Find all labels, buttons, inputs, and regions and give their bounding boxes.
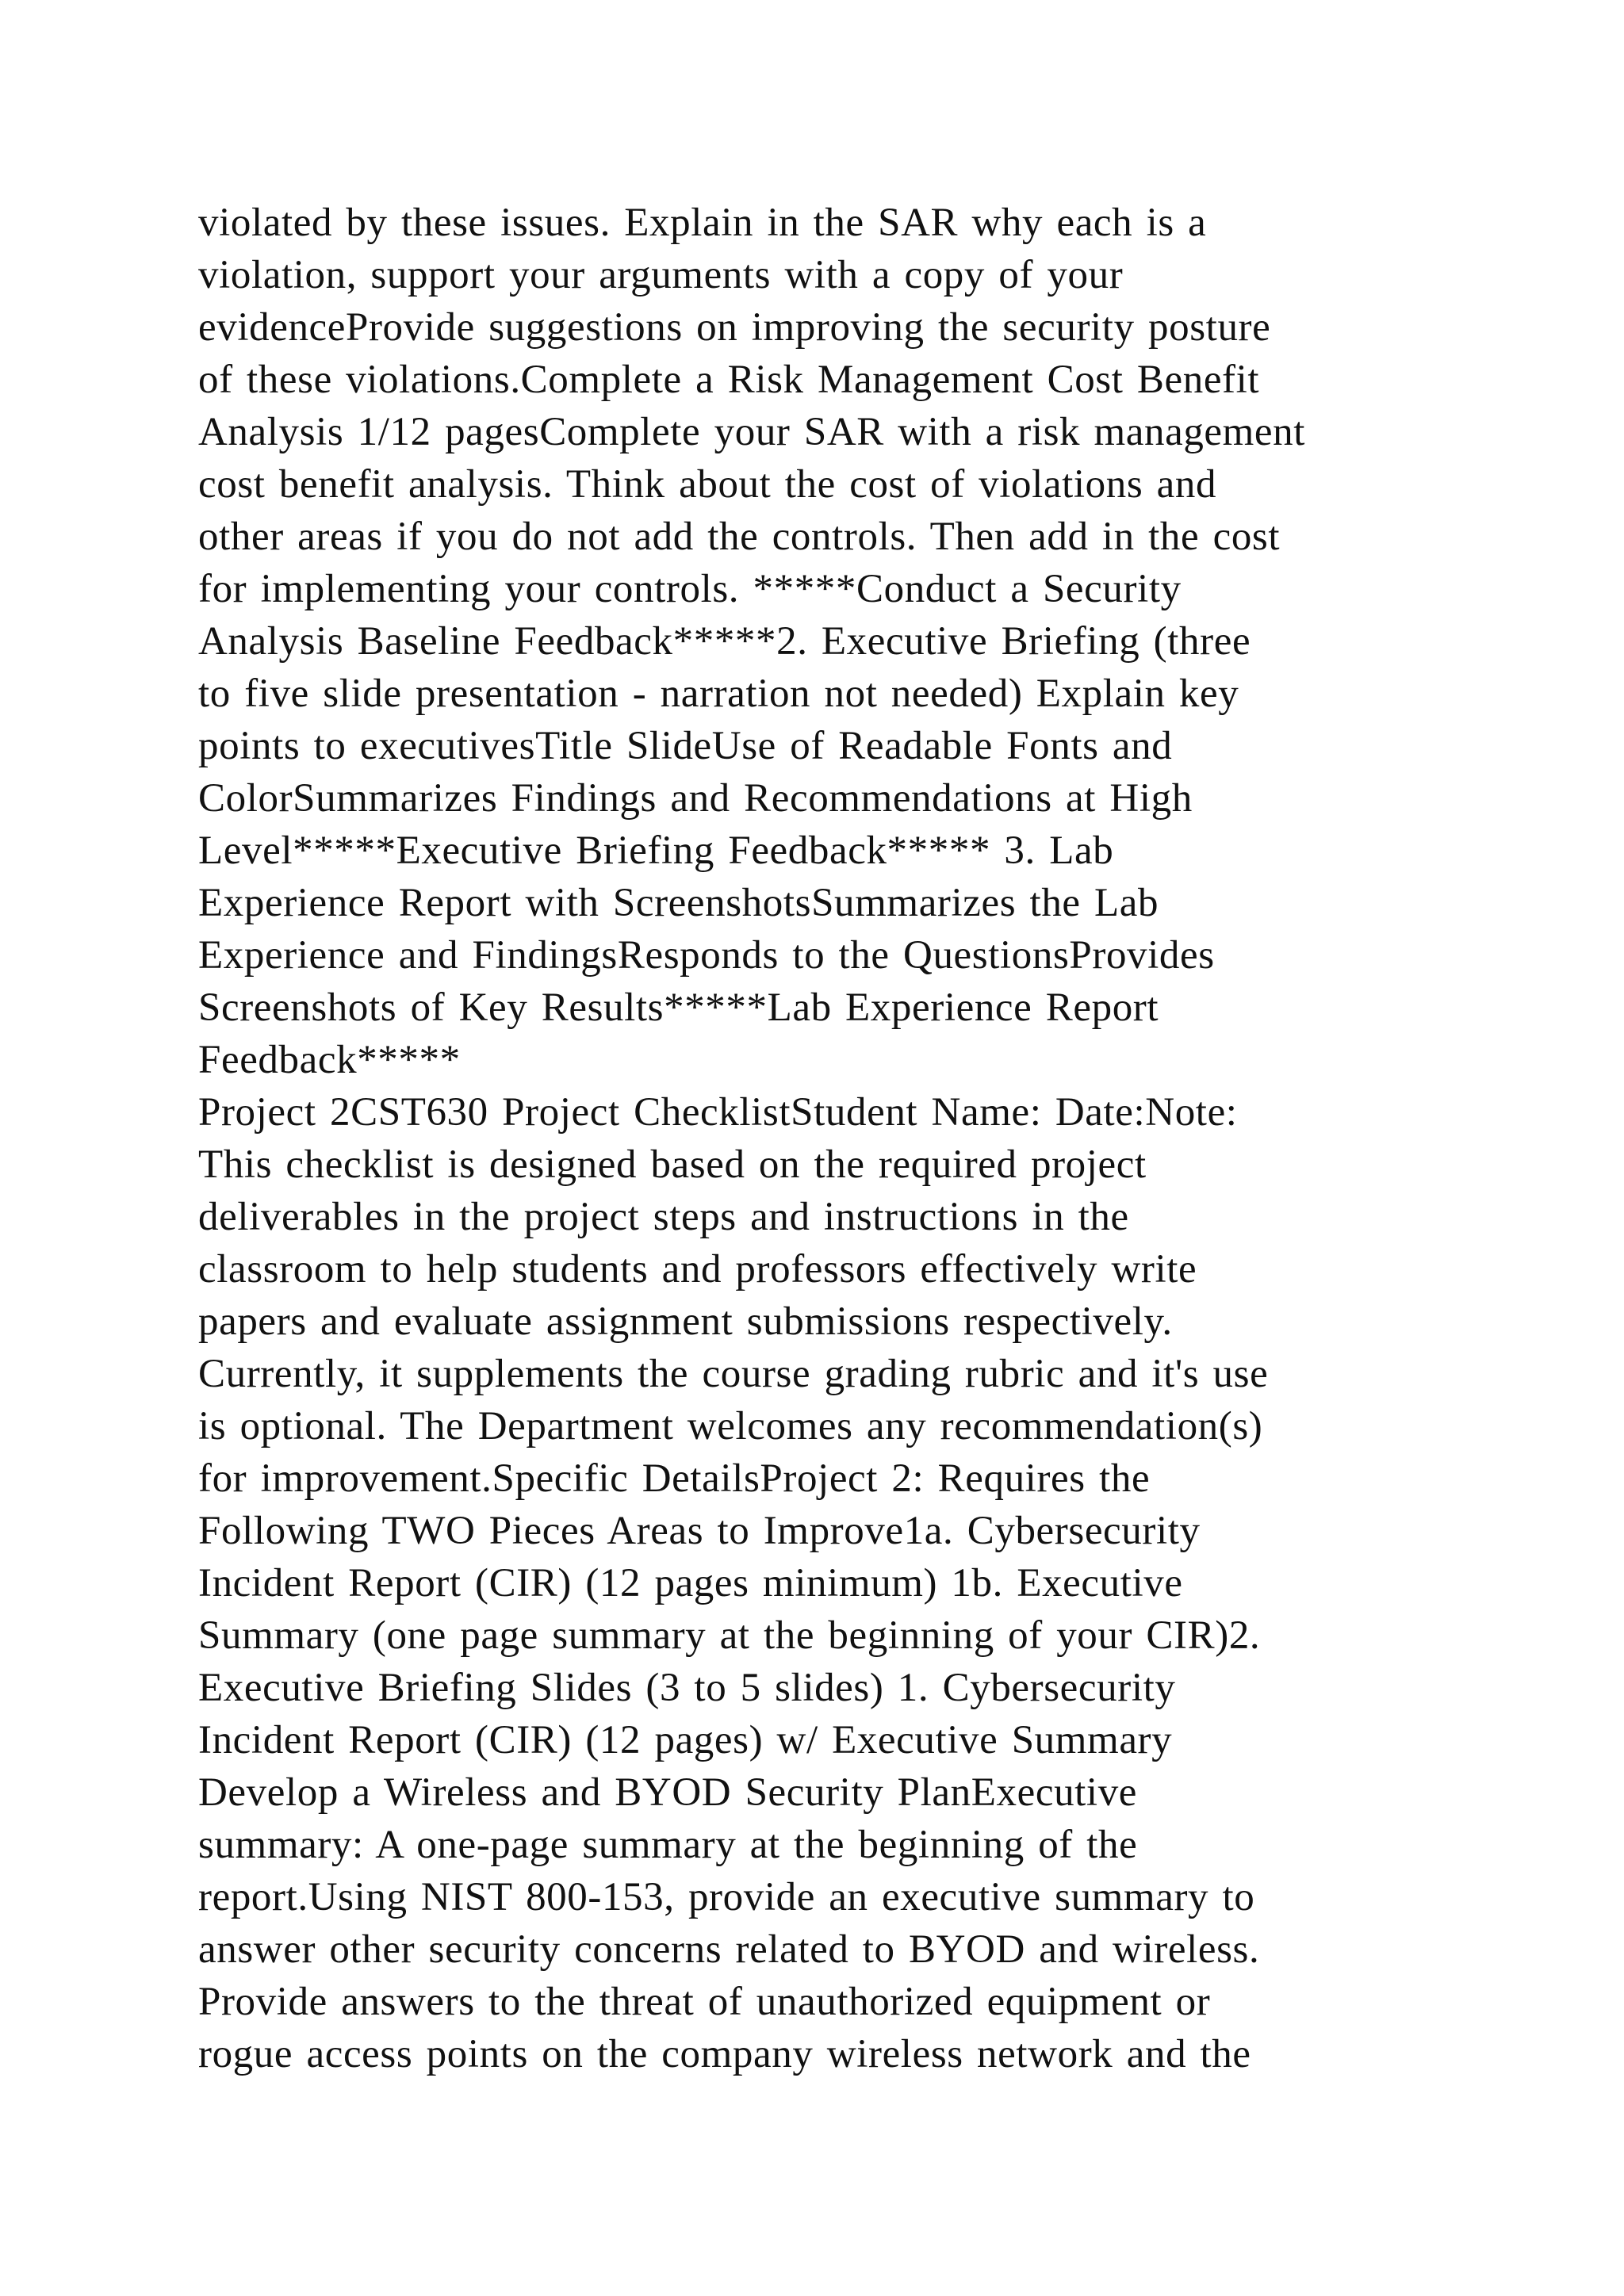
text-line: classroom to help students and professors effectively write xyxy=(198,1247,1197,1292)
text-line: Incident Report (CIR) (12 pages minimum) 1b. Executive xyxy=(198,1561,1183,1605)
text-line: answer other security concerns related to BYOD and wireless. xyxy=(198,1927,1260,1972)
text-line: Level*****Executive Briefing Feedback***** 3. Lab xyxy=(198,828,1114,873)
text-line: Experience and FindingsResponds to the QuestionsProvides xyxy=(198,933,1215,978)
text-line: is optional. The Department welcomes any recommendation(s) xyxy=(198,1404,1263,1448)
text-line: Develop a Wireless and BYOD Security PlanExecutive xyxy=(198,1770,1138,1815)
text-line: Analysis 1/12 pagesComplete your SAR with a risk management xyxy=(198,410,1306,454)
text-line: This checklist is designed based on the required project xyxy=(198,1142,1147,1187)
text-line: rogue access points on the company wireless network and the xyxy=(198,2032,1251,2076)
text-line: Incident Report (CIR) (12 pages) w/ Executive Summary xyxy=(198,1718,1173,1762)
body-text xyxy=(198,197,1435,2080)
text-line: evidenceProvide suggestions on improving the security posture xyxy=(198,305,1271,350)
text-line: Following TWO Pieces Areas to Improve1a. Cybersecurity xyxy=(198,1509,1201,1553)
text-line: to five slide presentation - narration not needed) Explain key xyxy=(198,672,1239,716)
text-line: Screenshots of Key Results*****Lab Experience Report xyxy=(198,985,1159,1030)
text-line: Summary (one page summary at the beginning of your CIR)2. xyxy=(198,1613,1261,1658)
text-line: for implementing your controls. *****Conduct a Security xyxy=(198,567,1182,611)
text-line: papers and evaluate assignment submissions respectively. xyxy=(198,1299,1173,1344)
text-line: other areas if you do not add the controls. Then add in the cost xyxy=(198,515,1281,559)
text-line: Currently, it supplements the course grading rubric and it's use xyxy=(198,1352,1269,1396)
text-line: summary: A one-page summary at the beginning of the xyxy=(198,1823,1138,1867)
text-line: for improvement.Specific DetailsProject 2: Requires the xyxy=(198,1456,1151,1501)
text-line: cost benefit analysis. Think about the cost of violations and xyxy=(198,462,1217,507)
text-line: Provide answers to the threat of unauthorized equipment or xyxy=(198,1980,1211,2024)
text-line: Executive Briefing Slides (3 to 5 slides) 1. Cybersecurity xyxy=(198,1666,1176,1710)
text-line: Project 2CST630 Project ChecklistStudent Name: Date:Note: xyxy=(198,1090,1238,1135)
text-line: of these violations.Complete a Risk Management Cost Benefit xyxy=(198,358,1260,402)
text-line: violation, support your arguments with a copy of your xyxy=(198,253,1124,297)
text-line: ColorSummarizes Findings and Recommendations at High xyxy=(198,776,1193,821)
text-line: report.Using NIST 800-153, provide an executive summary to xyxy=(198,1875,1255,1919)
text-line: Feedback***** xyxy=(198,1038,461,1082)
text-line: Experience Report with ScreenshotsSummarizes the Lab xyxy=(198,881,1159,925)
text-line: points to executivesTitle SlideUse of Readable Fonts and xyxy=(198,724,1173,768)
text-line: deliverables in the project steps and instructions in the xyxy=(198,1195,1129,1239)
text-line: Analysis Baseline Feedback*****2. Executive Briefing (three xyxy=(198,619,1251,664)
text-line: violated by these issues. Explain in the SAR why each is a xyxy=(198,201,1207,245)
